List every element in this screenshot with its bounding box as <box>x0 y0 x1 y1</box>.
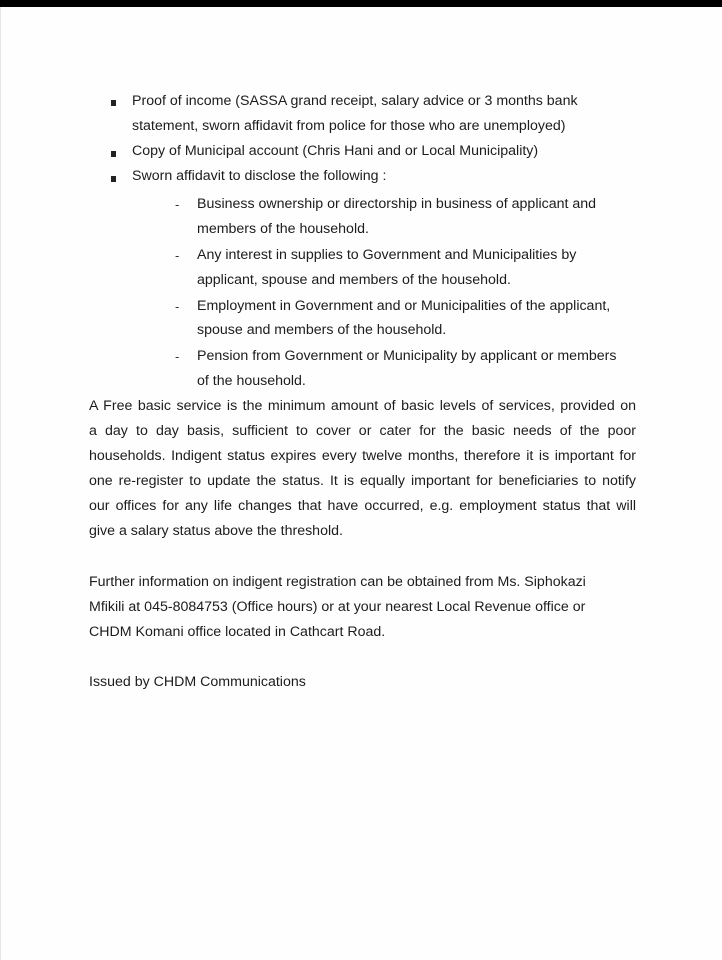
paragraph-line: one re-register to update the status. It is equally important for beneficiaries to notify <box>89 473 636 489</box>
list-item-text: Proof of income (SASSA grand receipt, salary advice or 3 months bank <box>132 93 578 109</box>
list-item-text: Copy of Municipal account (Chris Hani and or Local Municipality) <box>132 143 539 159</box>
list-item-text: Sworn affidavit to disclose the following : <box>132 168 387 184</box>
sub-item-text: Pension from Government or Municipality by applicant or members <box>197 348 617 364</box>
paragraph-line: our offices for any life changes that have occurred, e.g. employment status that will <box>89 498 636 514</box>
paragraph-line: A Free basic service is the minimum amount of basic levels of services, provided on <box>89 398 636 414</box>
square-bullet-icon <box>111 100 116 106</box>
sub-item-text: Business ownership or directorship in business of applicant and <box>197 196 597 212</box>
paragraph-line: households. Indigent status expires every twelve months, therefore it is important for <box>89 448 636 464</box>
square-bullet-icon <box>111 176 116 182</box>
square-bullet-icon <box>111 151 116 157</box>
paragraph-line: Further information on indigent registration can be obtained from Ms. Siphokazi <box>89 574 586 590</box>
dash-bullet-icon: - <box>175 299 180 314</box>
top-black-bar <box>0 0 722 7</box>
sub-item-text: spouse and members of the household. <box>197 322 447 338</box>
paragraph-line: a day to day basis, sufficient to cover or cater for the basic needs of the poor <box>89 423 636 439</box>
dash-bullet-icon: - <box>175 197 180 212</box>
dash-bullet-icon: - <box>175 248 180 263</box>
sub-item-text: Any interest in supplies to Government and Municipalities by <box>197 247 577 263</box>
sub-item-text: applicant, spouse and members of the household. <box>197 272 511 288</box>
sub-item-text: Employment in Government and or Municipalities of the applicant, <box>197 298 611 314</box>
sub-item-text: of the household. <box>197 373 306 389</box>
issued-by-signature: Issued by CHDM Communications <box>89 674 306 690</box>
dash-bullet-icon: - <box>175 349 180 364</box>
sub-item-text: members of the household. <box>197 221 369 237</box>
paragraph-line: Mfikili at 045-8084753 (Office hours) or at your nearest Local Revenue office or <box>89 599 586 615</box>
list-item-text: statement, sworn affidavit from police for those who are unemployed) <box>132 118 566 134</box>
document-page <box>0 7 722 960</box>
paragraph-line: CHDM Komani office located in Cathcart Road. <box>89 624 386 640</box>
paragraph-line: give a salary status above the threshold. <box>89 523 343 539</box>
